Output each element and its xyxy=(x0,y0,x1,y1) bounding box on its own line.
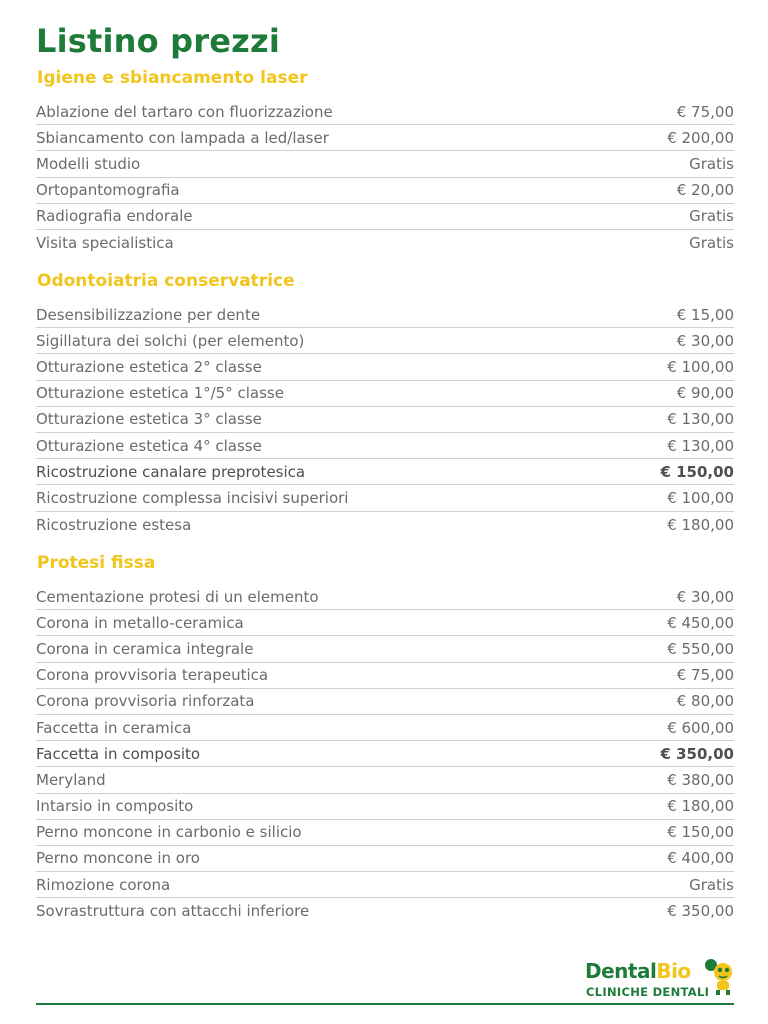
table-row xyxy=(36,354,734,380)
footer-divider xyxy=(36,1003,734,1005)
logo-wordmark xyxy=(585,959,691,983)
item-price: € 30,00 xyxy=(676,331,734,350)
item-label: Ortopantomografia xyxy=(36,181,180,200)
dentalbio-logo xyxy=(585,956,737,1002)
logo-subtitle: CLINICHE DENTALI xyxy=(586,985,710,999)
item-label: Corona provvisoria rinforzata xyxy=(36,692,255,711)
item-label: Otturazione estetica 3° classe xyxy=(36,410,262,429)
table-row xyxy=(36,407,734,433)
table-row xyxy=(36,302,734,328)
item-price: € 20,00 xyxy=(676,181,734,200)
item-price: € 200,00 xyxy=(667,128,734,147)
item-label: Rimozione corona xyxy=(36,875,171,894)
table-row xyxy=(36,636,734,662)
item-price: € 100,00 xyxy=(667,357,734,376)
item-price: € 90,00 xyxy=(676,384,734,403)
tooth-mascot-icon xyxy=(699,956,737,996)
item-price: Gratis xyxy=(689,234,734,253)
item-label: Corona provvisoria terapeutica xyxy=(36,666,269,685)
item-label: Ricostruzione complessa incisivi superiori xyxy=(36,488,349,507)
item-label: Corona in metallo-ceramica xyxy=(36,613,244,632)
item-price: € 150,00 xyxy=(667,823,734,842)
item-label: Otturazione estetica 4° classe xyxy=(36,436,262,455)
item-price: € 450,00 xyxy=(667,613,734,632)
table-row xyxy=(36,689,734,715)
item-price: € 75,00 xyxy=(676,666,734,685)
logo-name-dental: Dental xyxy=(585,959,657,983)
table-row xyxy=(36,715,734,741)
section-title-igiene: Igiene e sbiancamento laser xyxy=(37,68,308,88)
section-title-protesi-fissa: Protesi fissa xyxy=(37,553,156,573)
item-price: Gratis xyxy=(689,207,734,226)
price-table-conservatrice xyxy=(36,302,734,538)
item-label: Faccetta in ceramica xyxy=(36,718,192,737)
item-label: Sigillatura dei solchi (per elemento) xyxy=(36,331,305,350)
section-title-conservatrice: Odontoiatria conservatrice xyxy=(37,271,295,291)
table-row xyxy=(36,328,734,354)
table-row xyxy=(36,846,734,872)
table-row xyxy=(36,381,734,407)
price-table-protesi-fissa xyxy=(36,584,734,924)
item-label: Ricostruzione canalare preprotesica xyxy=(36,462,306,481)
item-price: € 75,00 xyxy=(676,102,734,121)
item-price: € 550,00 xyxy=(667,639,734,658)
item-label: Desensibilizzazione per dente xyxy=(36,305,261,324)
item-price: € 80,00 xyxy=(676,692,734,711)
logo-name-bio: Bio xyxy=(656,959,691,983)
item-price: € 180,00 xyxy=(667,797,734,816)
item-label: Otturazione estetica 2° classe xyxy=(36,357,262,376)
item-label: Radiografia endorale xyxy=(36,207,193,226)
item-label: Intarsio in composito xyxy=(36,797,194,816)
item-price: € 100,00 xyxy=(667,488,734,507)
table-row xyxy=(36,872,734,898)
item-price: € 180,00 xyxy=(667,515,734,534)
item-label: Ricostruzione estesa xyxy=(36,515,192,534)
item-price: € 350,00 xyxy=(667,902,734,921)
table-row xyxy=(36,151,734,177)
item-label: Otturazione estetica 1°/5° classe xyxy=(36,384,284,403)
item-label: Modelli studio xyxy=(36,154,141,173)
table-row xyxy=(36,610,734,636)
item-label: Sbiancamento con lampada a led/laser xyxy=(36,128,329,147)
item-price: € 30,00 xyxy=(676,587,734,606)
item-label: Cementazione protesi di un elemento xyxy=(36,587,319,606)
item-price: € 400,00 xyxy=(667,849,734,868)
item-label: Faccetta in composito xyxy=(36,744,201,763)
table-row xyxy=(36,820,734,846)
item-price: € 130,00 xyxy=(667,436,734,455)
table-row xyxy=(36,663,734,689)
page-title: Listino prezzi xyxy=(36,22,280,60)
item-price: € 600,00 xyxy=(667,718,734,737)
table-row xyxy=(36,178,734,204)
table-row xyxy=(36,898,734,924)
item-label: Perno moncone in oro xyxy=(36,849,200,868)
table-row xyxy=(36,767,734,793)
table-row xyxy=(36,741,734,767)
table-row xyxy=(36,794,734,820)
item-price: € 350,00 xyxy=(660,744,734,763)
item-price: Gratis xyxy=(689,154,734,173)
item-label: Meryland xyxy=(36,770,106,789)
item-label: Visita specialistica xyxy=(36,234,174,253)
item-price: € 15,00 xyxy=(676,305,734,324)
item-label: Sovrastruttura con attacchi inferiore xyxy=(36,902,310,921)
item-price: Gratis xyxy=(689,875,734,894)
table-row xyxy=(36,204,734,230)
item-price: € 150,00 xyxy=(660,462,734,481)
price-table-igiene xyxy=(36,99,734,256)
item-label: Ablazione del tartaro con fluorizzazione xyxy=(36,102,333,121)
item-price: € 380,00 xyxy=(667,770,734,789)
item-label: Corona in ceramica integrale xyxy=(36,639,254,658)
table-row xyxy=(36,433,734,459)
item-price: € 130,00 xyxy=(667,410,734,429)
item-label: Perno moncone in carbonio e silicio xyxy=(36,823,302,842)
table-row xyxy=(36,512,734,538)
table-row xyxy=(36,230,734,256)
table-row xyxy=(36,459,734,485)
table-row xyxy=(36,125,734,151)
table-row xyxy=(36,584,734,610)
table-row xyxy=(36,485,734,511)
table-row xyxy=(36,99,734,125)
